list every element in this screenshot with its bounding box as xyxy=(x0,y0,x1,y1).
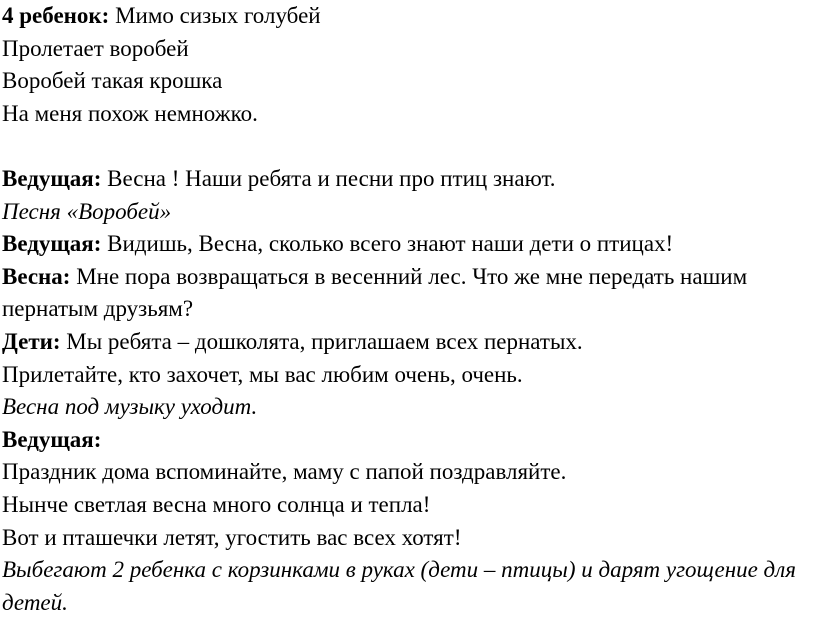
document-page xyxy=(2,0,814,619)
speaker-label: Ведущая: xyxy=(2,426,102,452)
speaker-label: Дети: xyxy=(2,328,61,354)
stage-direction: Выбегают 2 ребенка с корзинками в руках (дети – птицы) и дарят угощение для детей. xyxy=(2,557,796,615)
verse-line: Пролетает воробей xyxy=(2,35,189,61)
speaker-label: Ведущая: xyxy=(2,165,102,191)
verse-line: Воробей такая крошка xyxy=(2,68,223,94)
dialogue-text: Весна ! Наши ребята и песни про птиц знают. xyxy=(101,165,556,191)
verse-line xyxy=(2,0,814,33)
dialogue-line xyxy=(2,228,814,261)
speaker-label: Весна: xyxy=(2,263,71,289)
dialogue-text: Видишь, Весна, сколько всего знают наши дети о птицах! xyxy=(101,231,674,257)
dialogue-line: Прилетайте, кто захочет, мы вас любим очень, очень. xyxy=(2,361,523,387)
stage-direction: Песня «Воробей» xyxy=(2,198,172,224)
speaker-label: Ведущая: xyxy=(2,231,102,257)
verse-line: Вот и пташечки летят, угостить вас всех хотят! xyxy=(2,524,462,550)
blank-line xyxy=(2,130,814,163)
speaker-label: 4 ребенок: xyxy=(2,3,110,28)
verse-line: Нынче светлая весна много солнца и тепла! xyxy=(2,491,431,517)
dialogue-line xyxy=(2,261,814,326)
stage-direction: Весна под музыку уходит. xyxy=(2,394,258,420)
verse-line: На меня похож немножко. xyxy=(2,100,258,126)
verse-line: Праздник дома вспоминайте, маму с папой поздравляйте. xyxy=(2,459,567,485)
verse-text: Мимо сизых голубей xyxy=(109,3,321,28)
dialogue-text: Мне пора возвращаться в весенний лес. Что же мне передать нашим пернатым друзьям? xyxy=(2,263,748,322)
dialogue-line xyxy=(2,424,814,457)
dialogue-line xyxy=(2,163,814,196)
dialogue-text: Мы ребята – дошколята, приглашаем всех пернатых. xyxy=(60,328,583,354)
dialogue-line xyxy=(2,326,814,359)
